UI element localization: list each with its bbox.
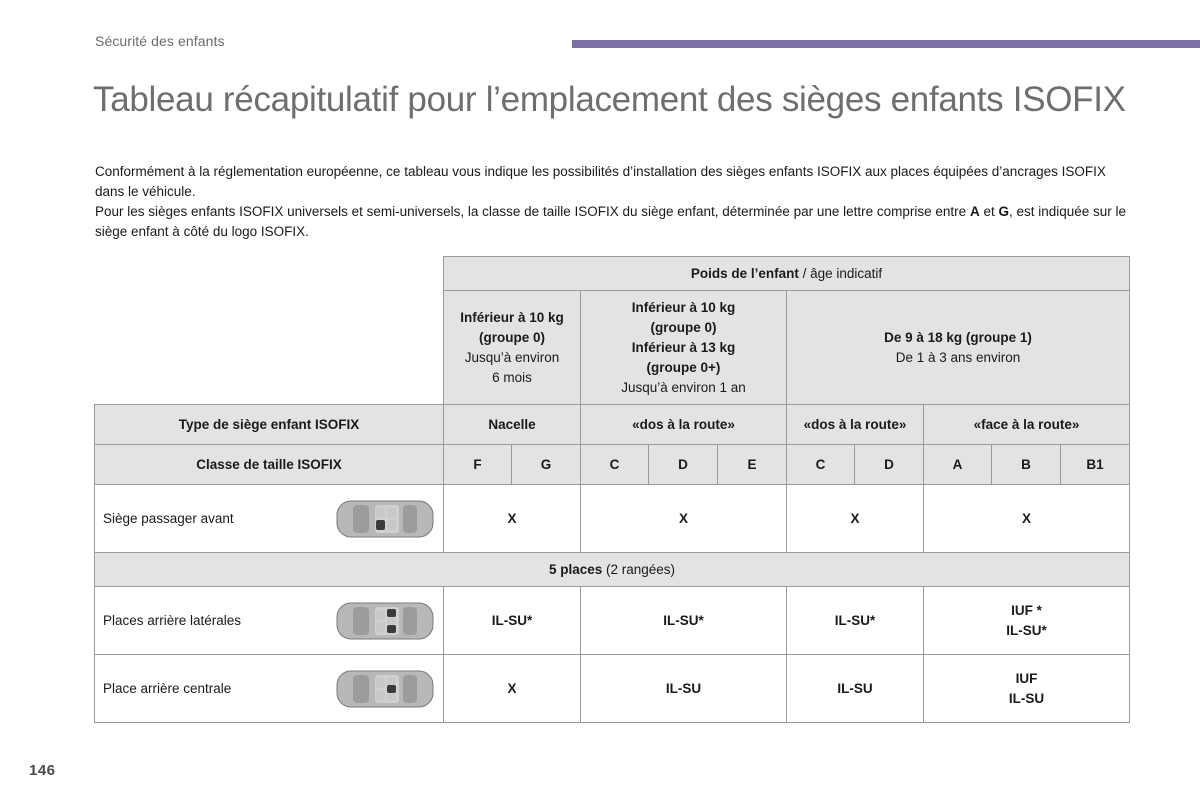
rear-side-rear-facing-0plus-value: IL-SU* [581, 587, 787, 655]
car-rear-center-icon [335, 665, 435, 713]
weight-header-bold: Poids de l’enfant [690, 265, 799, 281]
group-1-weight: De 9 à 18 kg (groupe 1) [884, 329, 1032, 345]
group-0plus-cell [581, 291, 787, 405]
page-title: Tableau récapitulatif pour l’emplacement des sièges enfants ISOFIX [93, 80, 1126, 119]
intro-p2-text: Pour les sièges enfants ISOFIX universels et semi-universels, la classe de taille ISOFIX du siège enfant, déterminée par une lettre comprise entre [95, 204, 970, 219]
class-row [95, 445, 1130, 485]
class-cell: E [718, 445, 787, 485]
blank-cell [95, 291, 444, 405]
class-cell: C [581, 445, 649, 485]
section-row [95, 553, 1130, 587]
header-accent-bar [572, 40, 1200, 48]
front-rear-facing-0plus-value: X [581, 485, 787, 553]
intro-p2-letter-a: A [969, 204, 980, 219]
group-1-cell [787, 291, 1130, 405]
type-nacelle: Nacelle [444, 405, 581, 445]
rear-center-nacelle-value: X [444, 655, 581, 723]
intro-paragraph-1: Conformément à la réglementation européenne, ce tableau vous indique les possibilités d’installation des sièges enfants ISOFIX aux places équipées d’ancrages ISOFIX dans le véhicule. [95, 164, 1106, 199]
weight-header-row [95, 257, 1130, 291]
class-cell: B1 [1061, 445, 1130, 485]
isofix-table [94, 256, 1130, 723]
front-nacelle-value: X [444, 485, 581, 553]
group-0plus-name: (groupe 0) [650, 319, 717, 335]
rear-center-rear-facing-1-value: IL-SU [787, 655, 924, 723]
group-0plus-weight: Inférieur à 10 kg [631, 299, 736, 315]
front-forward-facing-value: X [924, 485, 1130, 553]
class-cell: F [444, 445, 512, 485]
intro-p2-text: , est indiquée sur le siège enfant à côté du logo ISOFIX. [95, 204, 1127, 239]
group-0plus-age: Jusqu’à environ 1 an [621, 379, 746, 395]
car-front-seat-icon [335, 495, 435, 543]
rear-side-label-cell [95, 587, 444, 655]
weight-header [444, 257, 1130, 291]
class-cell: G [512, 445, 581, 485]
front-rear-facing-1-value: X [787, 485, 924, 553]
rear-side-forward-facing-value [924, 587, 1130, 655]
group-0-age: Jusqu’à environ [464, 349, 560, 365]
group-0plus-weight-2: Inférieur à 13 kg [631, 339, 736, 355]
type-row [95, 405, 1130, 445]
class-row-label: Classe de taille ISOFIX [95, 445, 444, 485]
blank-cell [95, 257, 444, 291]
weight-header-rest: / âge indicatif [798, 265, 883, 281]
section-rest: (2 rangées) [602, 561, 676, 577]
intro-text [95, 162, 1135, 242]
group-0-age-2: 6 mois [492, 369, 532, 385]
intro-paragraph-2 [95, 202, 1135, 242]
rear-center-forward-line-2: IL-SU [1008, 690, 1045, 706]
intro-p2-text: et [979, 204, 999, 219]
rear-center-label-cell [95, 655, 444, 723]
page-number: 146 [29, 762, 56, 779]
type-rear-facing-1: «dos à la route» [787, 405, 924, 445]
type-rear-facing-0plus: «dos à la route» [581, 405, 787, 445]
class-cell: D [855, 445, 924, 485]
section-bold: 5 places [548, 561, 603, 577]
section-label: Sécurité des enfants [95, 33, 225, 49]
rear-center-rear-facing-0plus-value: IL-SU [581, 655, 787, 723]
type-row-label: Type de siège enfant ISOFIX [95, 405, 444, 445]
rear-side-forward-line-1: IUF * [1011, 602, 1042, 618]
front-seat-label: Siège passager avant [103, 510, 234, 526]
rear-side-rear-facing-1-value: IL-SU* [787, 587, 924, 655]
section-row-label [95, 553, 1130, 587]
class-cell: A [924, 445, 992, 485]
group-0-weight: Inférieur à 10 kg [460, 309, 564, 325]
group-0-cell [444, 291, 581, 405]
class-cell: D [649, 445, 718, 485]
rear-center-label: Place arrière centrale [103, 680, 232, 696]
group-0plus-name-2: (groupe 0+) [646, 359, 721, 375]
class-cell: B [992, 445, 1061, 485]
front-seat-label-cell [95, 485, 444, 553]
group-1-age: De 1 à 3 ans environ [895, 349, 1021, 365]
type-forward-facing: «face à la route» [924, 405, 1130, 445]
group-0-name: (groupe 0) [479, 329, 545, 345]
rear-side-row [95, 587, 1130, 655]
car-rear-side-icon [335, 597, 435, 645]
rear-side-forward-line-2: IL-SU* [1006, 622, 1047, 638]
rear-side-label: Places arrière latérales [103, 612, 242, 628]
rear-side-nacelle-value: IL-SU* [444, 587, 581, 655]
rear-center-row [95, 655, 1130, 723]
front-seat-row [95, 485, 1130, 553]
rear-center-forward-line-1: IUF [1015, 670, 1038, 686]
intro-p2-letter-g: G [998, 204, 1009, 219]
group-row [95, 291, 1130, 405]
rear-center-forward-facing-value [924, 655, 1130, 723]
class-cell: C [787, 445, 855, 485]
